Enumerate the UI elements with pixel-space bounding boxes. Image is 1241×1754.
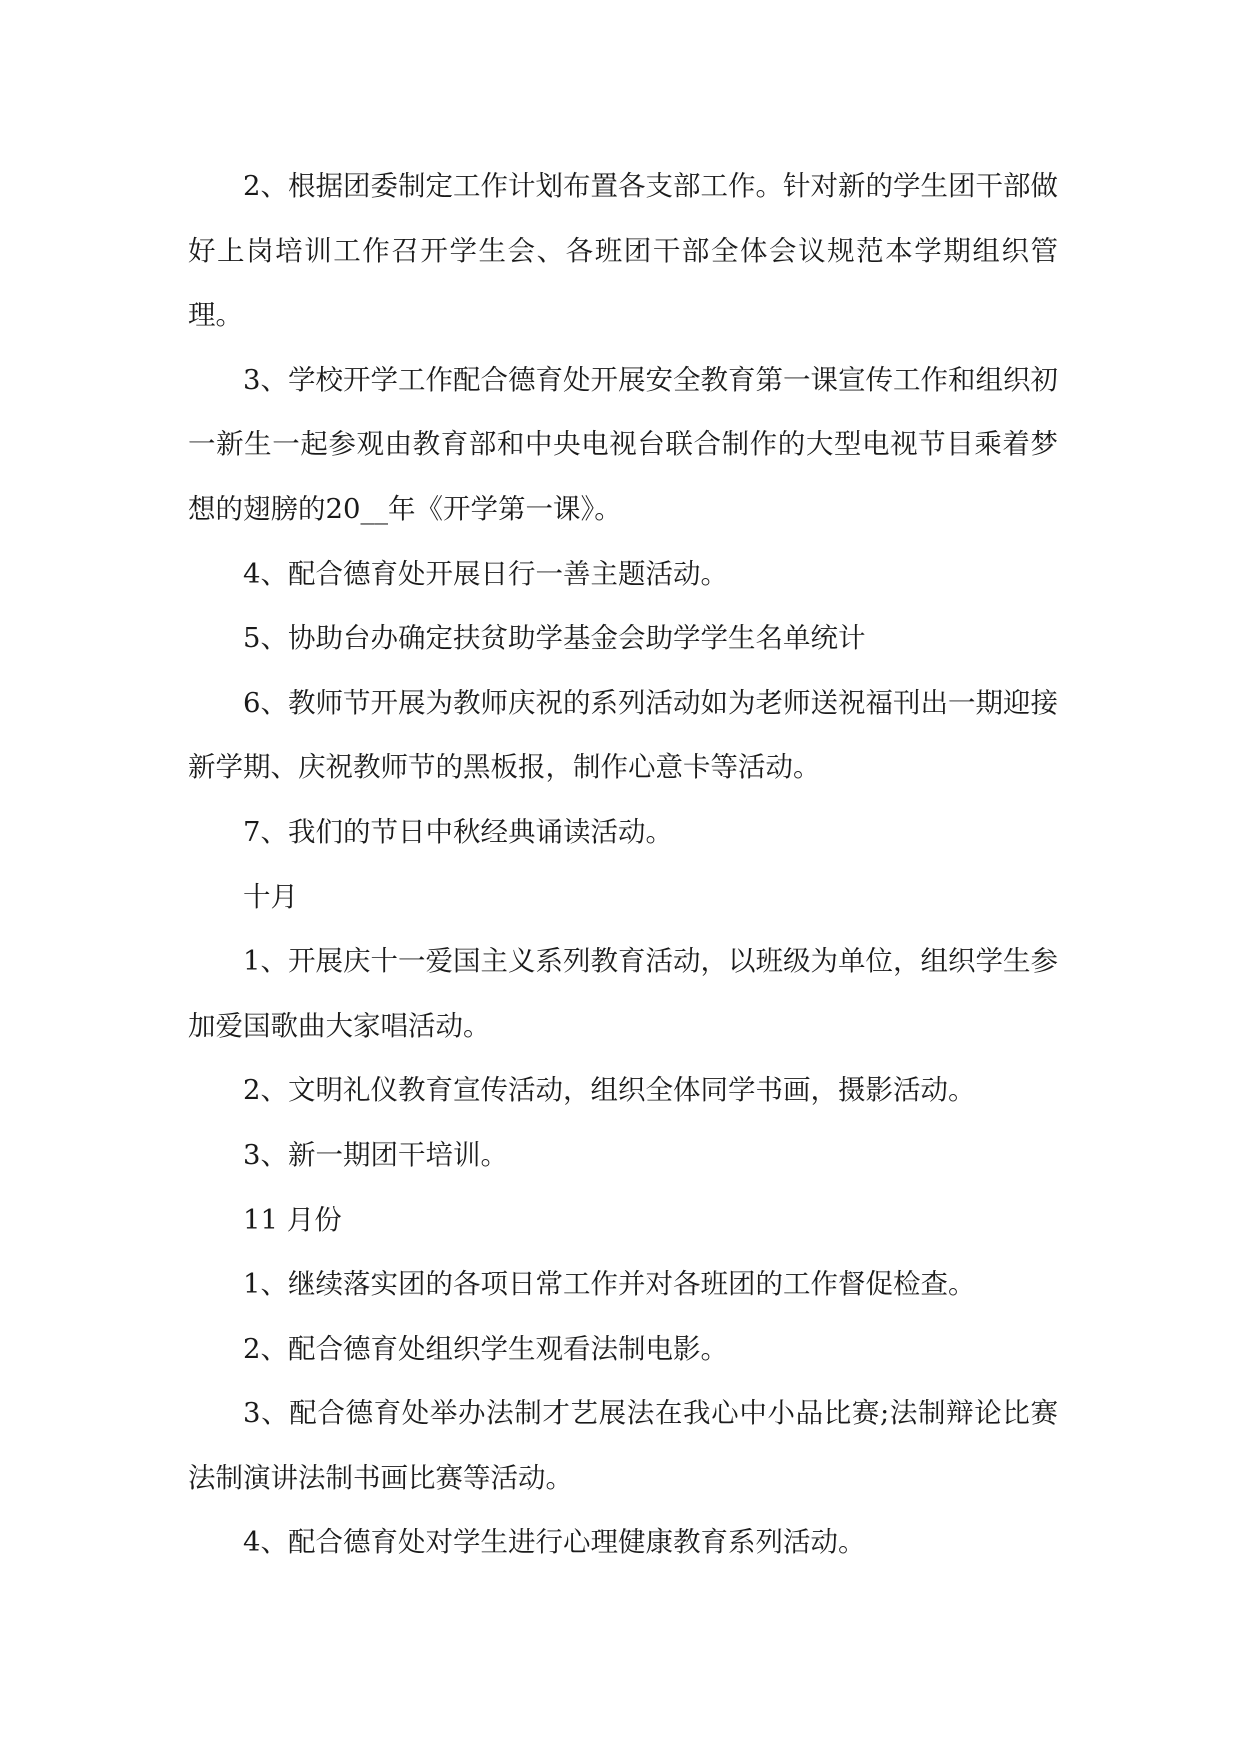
- paragraph: 4、配合德育处开展日行一善主题活动。: [243, 557, 728, 590]
- paragraph: 3、新一期团干培训。: [243, 1138, 508, 1171]
- document-body: [188, 154, 1058, 1575]
- paragraph: 2、文明礼仪教育宣传活动，组织全体同学书画，摄影活动。: [243, 1074, 976, 1107]
- paragraph: 3、学校开学工作配合德育处开展安全教育第一课宣传工作和组织初一新生一起参观由教育部和中央电视台联合制作的大型电视节目乘着梦想的翅膀的20__年《开学第一课》。: [188, 363, 1058, 525]
- paragraph: 4、配合德育处对学生进行心理健康教育系列活动。: [243, 1526, 866, 1559]
- paragraph: 5、协助台办确定扶贫助学基金会助学学生名单统计: [243, 622, 866, 655]
- paragraph: 2、配合德育处组织学生观看法制电影。: [243, 1332, 728, 1365]
- section-heading-october: 十月: [243, 880, 298, 913]
- paragraph: 3、配合德育处举办法制才艺展法在我心中小品比赛;法制辩论比赛法制演讲法制书画比赛等活动。: [188, 1397, 1058, 1494]
- paragraph: 6、教师节开展为教师庆祝的系列活动如为老师送祝福刊出一期迎接新学期、庆祝教师节的黑板报，制作心意卡等活动。: [188, 686, 1058, 784]
- paragraph: 1、继续落实团的各项日常工作并对各班团的工作督促检查。: [243, 1268, 976, 1301]
- paragraph: 7、我们的节日中秋经典诵读活动。: [243, 815, 673, 848]
- section-heading-november: 11 月份: [243, 1203, 342, 1236]
- paragraph: 1、开展庆十一爱国主义系列教育活动，以班级为单位，组织学生参加爱国歌曲大家唱活动。: [188, 945, 1058, 1042]
- paragraph: 2、根据团委制定工作计划布置各支部工作。针对新的学生团干部做好上岗培训工作召开学生会、各班团干部全体会议规范本学期组织管理。: [188, 170, 1058, 332]
